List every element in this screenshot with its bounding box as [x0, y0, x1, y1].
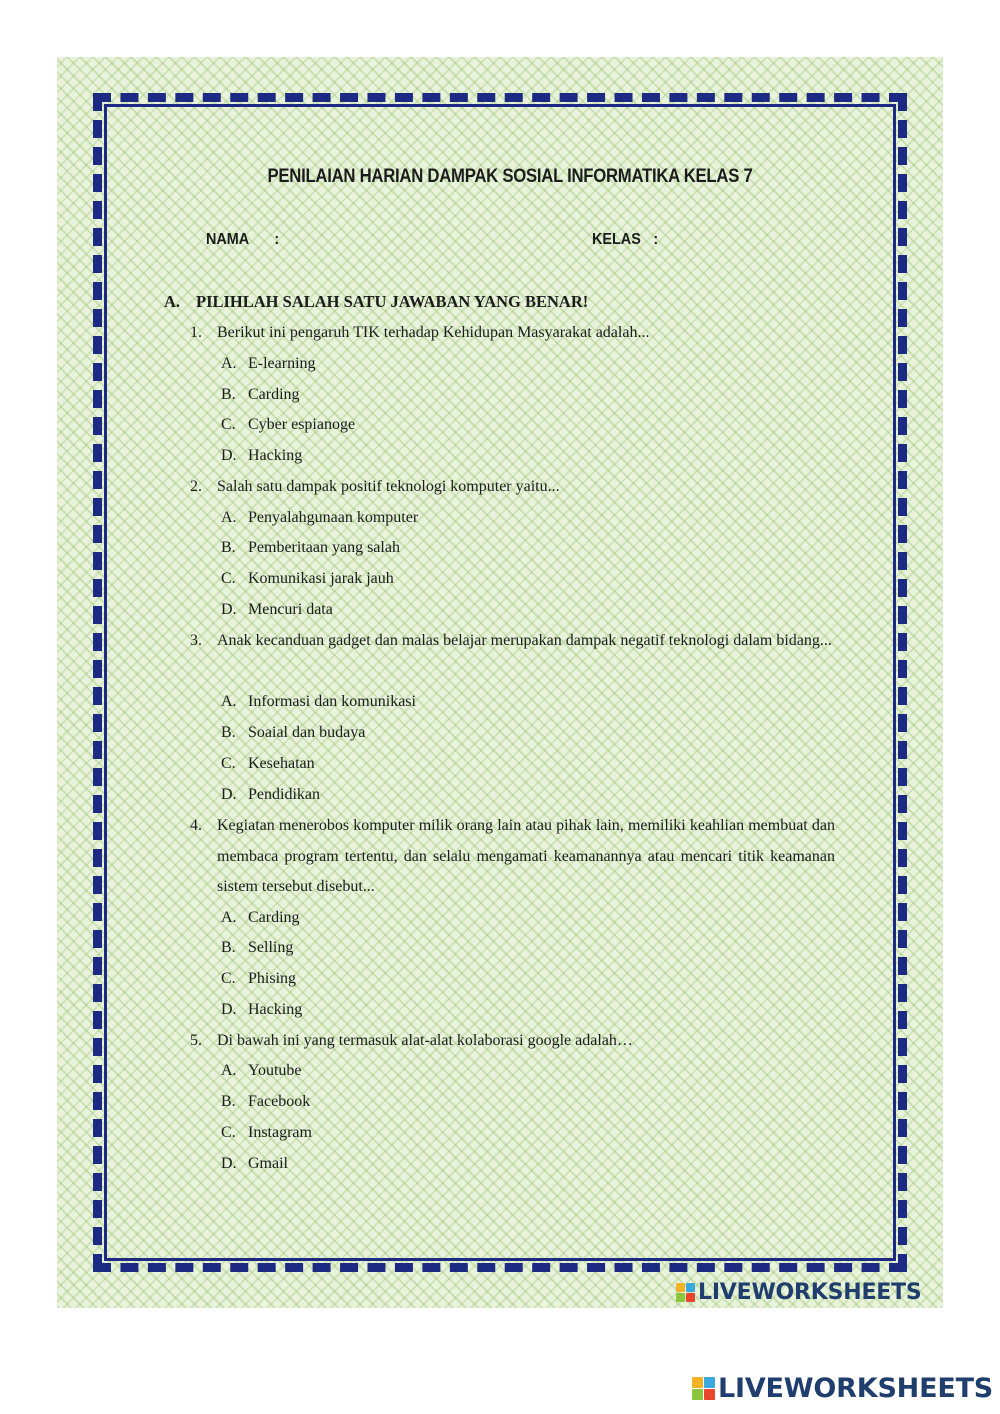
option-text: Instagram — [248, 1124, 312, 1141]
option-text: Phising — [248, 970, 297, 987]
option-text: Carding — [248, 909, 300, 926]
logo-text: LIVEWORKSHEETS — [698, 1279, 922, 1305]
option-letter: C. — [221, 755, 236, 772]
option-4b[interactable] — [221, 933, 293, 964]
option-letter: C. — [221, 416, 236, 433]
option-letter: D. — [221, 1155, 237, 1172]
option-letter: A. — [221, 509, 237, 526]
option-letter: D. — [221, 1001, 237, 1018]
option-1d[interactable] — [221, 441, 302, 472]
option-5a[interactable] — [221, 1056, 302, 1087]
option-5c[interactable] — [221, 1118, 312, 1149]
logo-blocks-icon — [676, 1283, 695, 1302]
option-text: Youtube — [248, 1062, 302, 1079]
option-1a[interactable] — [221, 349, 316, 380]
class-field — [592, 231, 658, 249]
option-text: Informasi dan komunikasi — [248, 693, 416, 710]
option-text: Gmail — [248, 1155, 288, 1172]
option-letter: A. — [221, 1062, 237, 1079]
question-number: 1. — [190, 324, 202, 341]
option-5b[interactable] — [221, 1087, 310, 1118]
worksheet-title: PENILAIAN HARIAN DAMPAK SOSIAL INFORMATIKA KELAS 7 — [267, 166, 753, 187]
option-2c[interactable] — [221, 564, 394, 595]
option-2b[interactable] — [221, 533, 400, 564]
option-text: Carding — [248, 386, 300, 403]
option-letter: C. — [221, 1124, 236, 1141]
question-text: Berikut ini pengaruh TIK terhadap Kehidupan Masyarakat adalah... — [217, 324, 650, 341]
option-text: Mencuri data — [248, 601, 333, 618]
section-instruction: PILIHLAH SALAH SATU JAWABAN YANG BENAR! — [196, 292, 589, 311]
option-letter: B. — [221, 539, 236, 556]
logo-blocks-icon — [692, 1377, 715, 1400]
name-field — [206, 231, 279, 249]
option-1c[interactable] — [221, 410, 355, 441]
question-3 — [190, 626, 835, 657]
option-text: Pemberitaan yang salah — [248, 539, 400, 556]
option-4d[interactable] — [221, 995, 302, 1026]
option-text: Hacking — [248, 1001, 303, 1018]
option-letter: C. — [221, 570, 236, 587]
class-colon: : — [653, 231, 659, 248]
option-letter: A. — [221, 355, 237, 372]
option-3a[interactable] — [221, 687, 416, 718]
option-2d[interactable] — [221, 595, 333, 626]
question-text: Anak kecanduan gadget dan malas belajar merupakan dampak negatif teknologi dalam bidang... — [217, 632, 832, 649]
option-letter: C. — [221, 970, 236, 987]
option-letter: B. — [221, 939, 236, 956]
option-letter: A. — [221, 909, 237, 926]
option-4c[interactable] — [221, 964, 296, 995]
option-text: Selling — [248, 939, 294, 956]
option-3d[interactable] — [221, 780, 320, 811]
question-text: Salah satu dampak positif teknologi komputer yaitu... — [217, 478, 560, 495]
logo-text: LIVEWORKSHEETS — [718, 1372, 994, 1404]
option-4a[interactable] — [221, 903, 300, 934]
option-letter: D. — [221, 786, 237, 803]
decorative-border — [93, 93, 907, 1272]
option-text: Komunikasi jarak jauh — [248, 570, 394, 587]
question-2 — [190, 472, 835, 503]
question-number: 4. — [190, 817, 202, 834]
option-3c[interactable] — [221, 749, 315, 780]
option-text: Cyber espianoge — [248, 416, 356, 433]
option-2a[interactable] — [221, 503, 418, 534]
question-1 — [190, 318, 835, 349]
name-label: NAMA — [206, 231, 250, 248]
option-letter: D. — [221, 601, 237, 618]
question-5 — [190, 1026, 835, 1057]
name-colon: : — [274, 231, 280, 248]
option-letter: B. — [221, 386, 236, 403]
question-number: 3. — [190, 632, 202, 649]
option-text: Pendidikan — [248, 786, 320, 803]
option-text: Kesehatan — [248, 755, 315, 772]
option-text: Soaial dan budaya — [248, 724, 366, 741]
option-1b[interactable] — [221, 380, 300, 411]
option-letter: B. — [221, 1093, 236, 1110]
question-4 — [190, 811, 835, 903]
question-number: 2. — [190, 478, 202, 495]
option-text: Facebook — [248, 1093, 311, 1110]
option-5d[interactable] — [221, 1149, 288, 1180]
section-heading — [164, 292, 588, 312]
option-text: E-learning — [248, 355, 316, 372]
liveworksheets-logo — [692, 1374, 993, 1402]
option-text: Hacking — [248, 447, 303, 464]
option-letter: B. — [221, 724, 236, 741]
class-label: KELAS — [592, 231, 641, 248]
option-text: Penyalahgunaan komputer — [248, 509, 419, 526]
section-letter: A. — [164, 292, 181, 311]
option-letter: D. — [221, 447, 237, 464]
question-number: 5. — [190, 1032, 202, 1049]
liveworksheets-logo-small — [676, 1278, 922, 1306]
option-letter: A. — [221, 693, 237, 710]
question-text: Di bawah ini yang termasuk alat-alat kolaborasi google adalah… — [217, 1032, 633, 1049]
option-3b[interactable] — [221, 718, 365, 749]
question-text: Kegiatan menerobos komputer milik orang lain atau pihak lain, memiliki keahlian membuat dan membaca program tertentu, dan selalu mengamati keamanannya atau mencari titik keamanan sistem tersebut disebut... — [217, 817, 835, 896]
